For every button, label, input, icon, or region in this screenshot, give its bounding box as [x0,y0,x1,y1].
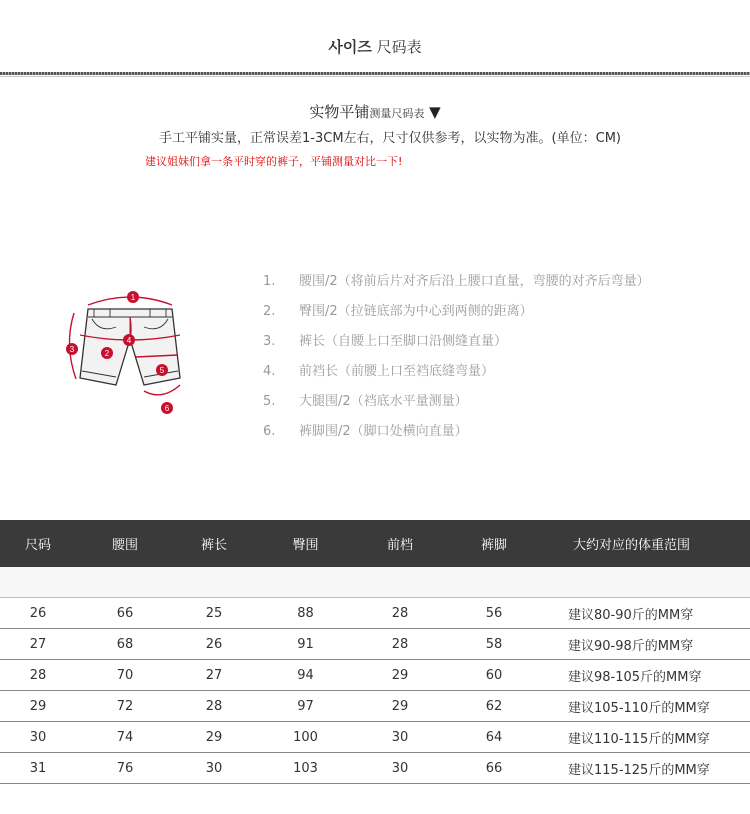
table-cell: 29 [391,698,409,714]
table-cell: 66 [116,605,134,621]
table-cell: 94 [297,667,314,683]
measure-title-main: 实物平铺 [309,103,370,121]
table-cell: 88 [297,605,314,621]
table-cell: 26 [29,605,47,621]
marker-3: 3 [69,345,75,354]
marker-1: 1 [130,293,136,302]
measurement-legend [263,272,650,452]
table-cell: 72 [116,698,134,714]
table-cell: 28 [391,605,409,621]
legend-item: 6. 裤脚围/2（脚口处横向直量） [263,424,468,439]
legend-item: 1. 腰围/2（将前后片对齐后沿上腰口直量，弯腰的对齐后弯量） [263,274,650,289]
table-cell: 26 [205,636,223,652]
marker-5: 5 [159,366,165,375]
header-length: 裤长 [200,538,227,553]
header-rise: 前档 [386,538,413,553]
table-cell: 76 [116,760,134,776]
table-cell: 29 [205,729,223,745]
table-cell: 建议80-90斤的MM穿 [568,607,694,623]
table-cell: 97 [297,698,314,714]
table-cell: 27 [205,667,223,683]
legend-item: 4. 前裆长（前腰上口至裆底缝弯量） [263,364,495,379]
table-cell: 68 [116,636,134,652]
table-cell: 62 [485,698,503,714]
header-hip: 臀围 [292,538,319,553]
measure-title [0,101,750,122]
table-cell: 28 [205,698,223,714]
table-cell: 31 [29,760,47,776]
table-cell: 66 [485,760,503,776]
table-cell: 103 [293,760,318,776]
header-weight: 大约对应的体重范围 [573,538,691,553]
table-cell: 29 [29,698,47,714]
table-spacer [0,567,750,598]
size-table [0,520,750,784]
shorts-diagram-icon [60,283,200,418]
table-cell: 58 [485,636,503,652]
legend-item: 3. 裤长（自腰上口至脚口沿侧缝直量） [263,334,508,349]
header-size: 尺码 [24,538,51,553]
table-cell: 建议115-125斤的MM穿 [568,762,710,778]
table-cell: 30 [391,729,409,745]
marker-6: 6 [164,404,170,413]
table-cell: 建议98-105斤的MM穿 [568,669,702,685]
title-korean: 사이즈 [328,38,372,56]
table-cell: 28 [29,667,47,683]
table-cell: 60 [485,667,503,683]
measure-title-small: 测量尺码表 [369,107,425,120]
table-row [0,660,750,691]
marker-4: 4 [126,336,132,345]
table-cell: 70 [116,667,134,683]
legend-item: 5. 大腿围/2（裆底水平量测量） [263,394,468,409]
table-cell: 64 [485,729,503,745]
marker-2: 2 [104,349,110,358]
table-cell: 29 [391,667,409,683]
table-cell: 30 [205,760,223,776]
header-waist: 腰围 [111,538,138,553]
table-cell: 91 [297,636,314,652]
table-cell: 建议110-115斤的MM穿 [568,731,710,747]
title-chinese: 尺码表 [376,38,422,56]
table-row [0,691,750,722]
table-header [0,520,750,567]
down-triangle-icon: ▼ [429,103,441,121]
table-row [0,598,750,629]
table-cell: 25 [205,605,223,621]
header-divider [0,72,750,75]
table-cell: 28 [391,636,409,652]
table-cell: 27 [29,636,47,652]
header-divider-thin [0,76,750,77]
header-hem: 裤脚 [480,538,507,553]
table-cell: 建议105-110斤的MM穿 [568,700,710,716]
measure-tip: 建议姐妹们拿一条平时穿的裤子，平铺测量对比一下! [145,155,403,168]
table-cell: 56 [485,605,503,621]
table-cell: 74 [116,729,134,745]
table-cell: 建议90-98斤的MM穿 [568,638,694,654]
legend-item: 2. 臀围/2（拉链底部为中心到两侧的距离） [263,304,533,319]
table-cell: 30 [29,729,47,745]
table-row [0,753,750,784]
table-cell: 100 [293,729,318,745]
measure-note: 手工平铺实量，正常误差1-3CM左右，尺寸仅供参考，以实物为准。(单位：CM) [159,131,621,146]
table-row [0,722,750,753]
table-row [0,629,750,660]
page-title [0,36,750,57]
table-cell: 30 [391,760,409,776]
